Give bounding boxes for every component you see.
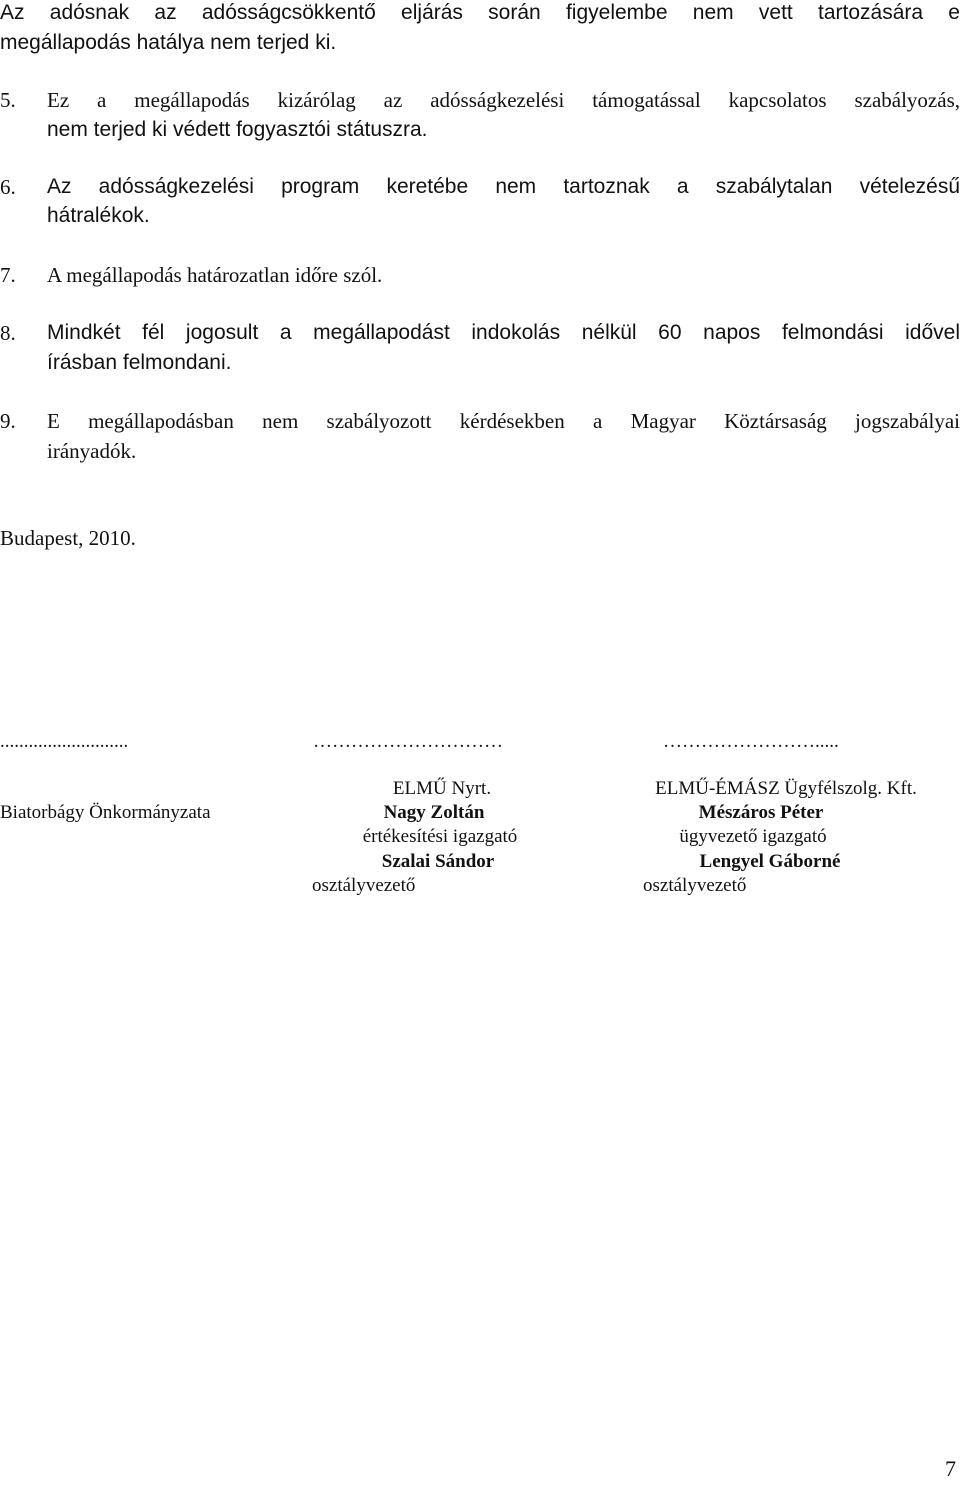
signatory-name-2a: Nagy Zoltán: [383, 802, 485, 823]
item-6-line-1: Az adósságkezelési program keretébe nem tartoznak a szabálytalan vételezésű: [47, 175, 960, 198]
signatory-title-3b: osztályvezető: [643, 875, 747, 896]
item-8-number: 8.: [0, 321, 16, 345]
signature-line-3: …………………….....: [663, 731, 839, 752]
item-7-line-1: A megállapodás határozatlan időre szól.: [47, 263, 383, 287]
signatory-name-2b: Szalai Sándor: [381, 851, 495, 872]
signature-line-1: ...........................: [0, 731, 129, 752]
signatory-title-3a: ügyvezető igazgató: [679, 826, 827, 847]
signatory-title-2a: értékesítési igazgató: [362, 826, 518, 847]
signatory-title-2b: osztályvezető: [312, 875, 416, 896]
item-5-line-2: nem terjed ki védett fogyasztói státuszra.: [47, 118, 428, 141]
signatory-org-2: ELMŰ Nyrt.: [392, 778, 492, 799]
signatory-name-3a: Mészáros Péter: [698, 802, 824, 823]
item-9-line-1: E megállapodásban nem szabályozott kérdésekben a Magyar Köztársaság jogszabályai: [47, 409, 960, 433]
page-number: 7: [945, 1456, 956, 1481]
item-9-line-2: irányadók.: [47, 439, 137, 463]
item-7-number: 7.: [0, 263, 16, 287]
item-6-number: 6.: [0, 175, 16, 199]
item-5-number: 5.: [0, 88, 16, 112]
signatory-org-3: ELMŰ-ÉMÁSZ Ügyfélszolg. Kft.: [655, 778, 917, 799]
signatory-name-3b: Lengyel Gáborné: [699, 851, 841, 872]
signature-line-2: …………………………: [313, 731, 503, 752]
place-date: Budapest, 2010.: [0, 526, 136, 550]
item-8-line-2: írásban felmondani.: [47, 351, 232, 374]
intro-line-1: Az adósnak az adósságcsökkentő eljárás során figyelembe nem vett tartozására e: [0, 1, 960, 24]
item-8-line-1: Mindkét fél jogosult a megállapodást indokolás nélkül 60 napos felmondási idővel: [47, 321, 960, 344]
intro-line-2: megállapodás hatálya nem terjed ki.: [0, 31, 337, 54]
item-6-line-2: hátralékok.: [47, 204, 150, 227]
item-5-line-1: Ez a megállapodás kizárólag az adósságkezelési támogatással kapcsolatos szabályozás,: [47, 88, 960, 112]
signatory-org-1: Biatorbágy Önkormányzata: [0, 802, 211, 823]
item-9-number: 9.: [0, 409, 16, 433]
